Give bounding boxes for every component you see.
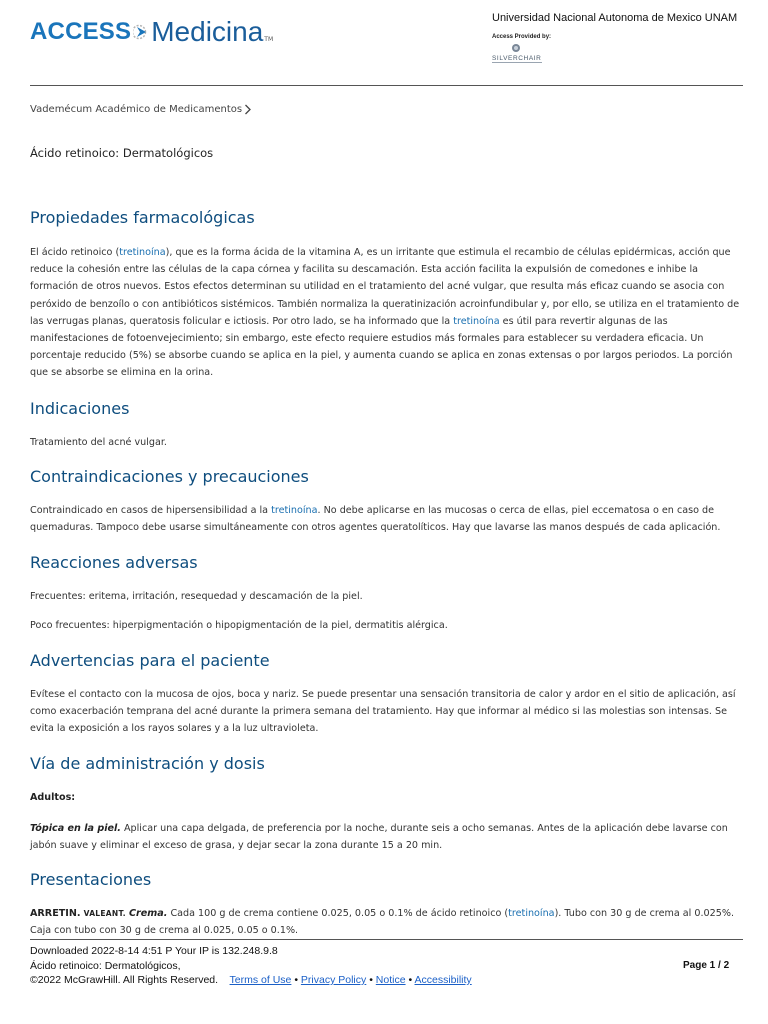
footer-divider xyxy=(30,939,743,940)
paragraph-contraindicaciones xyxy=(30,502,740,536)
document-title: Ácido retinoico: Dermatológicos xyxy=(30,146,214,160)
text-fragment: ), que es la forma ácida de la vitamina A, es un irritante que estimula el recambio de células epidérmicas, acción que reduce la cohesión entre las células de la capa córnea y facilita su descamación. Esta acción facilita la expulsión de comedones e inhibe la formación de otros nuevos. Estos efectos determinan su utilidad en el tratamiento del acné vulgar, que resulta más eficaz cuando se asocia con peróxido de benzoílo o con antibióticos sistémicos. También normaliza la queratinización acroinfundibular y, por ello, se utiliza en el tratamiento de las verrugas planas, queratosis folicular e ictiosis. Por otro lado, se ha informado que la xyxy=(30,247,740,327)
brand-name: ARRETIN. xyxy=(30,908,81,919)
download-info: Downloaded 2022-8-14 4:51 P Your IP is 132.248.9.8 xyxy=(30,945,278,957)
heading-contraindicaciones: Contraindicaciones y precauciones xyxy=(30,467,309,486)
page-footer xyxy=(30,944,472,988)
manufacturer-name: VALEANT. xyxy=(83,909,126,918)
heading-propiedades: Propiedades farmacológicas xyxy=(30,208,255,227)
text-fragment: Cada 100 g de crema contiene 0.025, 0.05 o 0.1% de ácido retinoico ( xyxy=(167,908,509,919)
topica-label: Tópica en la piel. xyxy=(30,823,121,834)
footer-doc-title: Ácido retinoico: Dermatológicos, xyxy=(30,959,181,972)
footer-links-row: ©2022 McGrawHill. All Rights Reserved. Terms of Use • Privacy Policy • Notice • Accessibility xyxy=(30,974,472,986)
access-provided-by: Access Provided by: xyxy=(492,34,552,40)
heading-advertencias: Advertencias para el paciente xyxy=(30,651,270,670)
paragraph-reacciones-poco-frecuentes: Poco frecuentes: hiperpigmentación o hipopigmentación de la piel, dermatitis alérgica. xyxy=(30,620,448,631)
link-tretinoina[interactable]: tretinoína xyxy=(119,247,166,258)
copyright-text: ©2022 McGrawHill. All Rights Reserved. xyxy=(30,974,219,986)
text-fragment: Contraindicado en casos de hipersensibilidad a la xyxy=(30,505,272,516)
text-fragment: . No debe aplicarse en las mucosas o cerca de ellas, piel eccematosa o en caso de quemaduras. Tampoco debe usarse simultáneamente con otros agentes queratolíticos. Hay que lavarse las manos después de cada aplicación. xyxy=(30,505,721,534)
header-divider xyxy=(30,85,743,86)
chevron-right-icon xyxy=(244,104,252,115)
text-fragment: El ácido retinoico ( xyxy=(30,247,120,258)
silverchair-logo xyxy=(492,42,552,66)
paragraph-reacciones-frecuentes: Frecuentes: eritema, irritación, resequedad y descamación de la piel. xyxy=(30,591,363,602)
privacy-policy-link[interactable]: Privacy Policy xyxy=(300,974,367,986)
heading-via: Vía de administración y dosis xyxy=(30,754,265,773)
page-header xyxy=(0,0,768,86)
accessibility-link[interactable]: Accessibility xyxy=(414,974,472,986)
institution-name: Universidad Nacional Autonoma de Mexico UNAM xyxy=(492,12,738,24)
paragraph-advertencias: Evítese el contacto con la mucosa de ojos, boca y nariz. Se puede presentar una sensación transitoria de calor y ardor en el sitio de aplicación, así como exacerbación temprana del acné durante la primera semana del tratamiento. Hay que informar al médico si las molestias son intensas. Se evita la exposición a los rayos solares y a la luz ultravioleta. xyxy=(30,689,736,735)
notice-link[interactable]: Notice xyxy=(375,974,406,986)
logo-gear-arrow-icon xyxy=(133,21,149,43)
heading-presentaciones: Presentaciones xyxy=(30,870,152,889)
logo-medicina-text: Medicina xyxy=(151,16,264,47)
dosage-form: Crema. xyxy=(128,908,168,919)
text-fragment: es útil para revertir algunas de las manifestaciones de fotoenvejecimiento; sin embargo, este efecto requiere estudios más formales para establecer su verdadera eficacia. Un porcentaje reducido (5%) se absorbe cuando se aplica en la piel, y aumenta cuando se aplica en zonas extensas o por largos periodos. La porción que se absorbe se elimina en la orina. xyxy=(30,315,733,379)
link-tretinoina[interactable]: tretinoína xyxy=(271,505,318,516)
paragraph-topica xyxy=(30,820,740,854)
logo-access-text: ACCESS xyxy=(30,18,132,45)
link-tretinoina[interactable]: tretinoína xyxy=(508,908,555,919)
paragraph-indicaciones: Tratamiento del acné vulgar. xyxy=(30,437,167,448)
terms-of-use-link[interactable]: Terms of Use xyxy=(229,974,292,986)
breadcrumb[interactable] xyxy=(30,104,252,115)
heading-indicaciones: Indicaciones xyxy=(30,399,130,418)
link-tretinoina[interactable]: tretinoína xyxy=(453,315,500,327)
label-adultos xyxy=(30,789,740,806)
paragraph-presentaciones xyxy=(30,905,740,939)
silverchair-logo-text: SILVERCHAIR xyxy=(492,55,542,62)
text-fragment: Aplicar una capa delgada, de preferencia por la noche, durante seis a ocho semanas. Antes de la aplicación debe lavarse con jabón suave y eliminar el exceso de grasa, y dejar secar la zona durante 15 a 20 min. xyxy=(30,823,728,852)
page-number: Page 1 / 2 xyxy=(683,960,730,971)
adultos-label: Adultos: xyxy=(30,792,76,803)
breadcrumb-link[interactable]: Vademécum Académico de Medicamentos xyxy=(30,104,243,115)
accessmedicina-logo[interactable] xyxy=(30,12,273,52)
text-fragment: ). Tubo con 30 g de crema al 0.025%. Caja con tubo con 30 g de crema al 0.025, 0.05 o 0.1%. xyxy=(30,908,735,937)
logo-tm: TM xyxy=(264,36,274,43)
heading-reacciones: Reacciones adversas xyxy=(30,553,198,572)
paragraph-propiedades xyxy=(30,244,740,382)
